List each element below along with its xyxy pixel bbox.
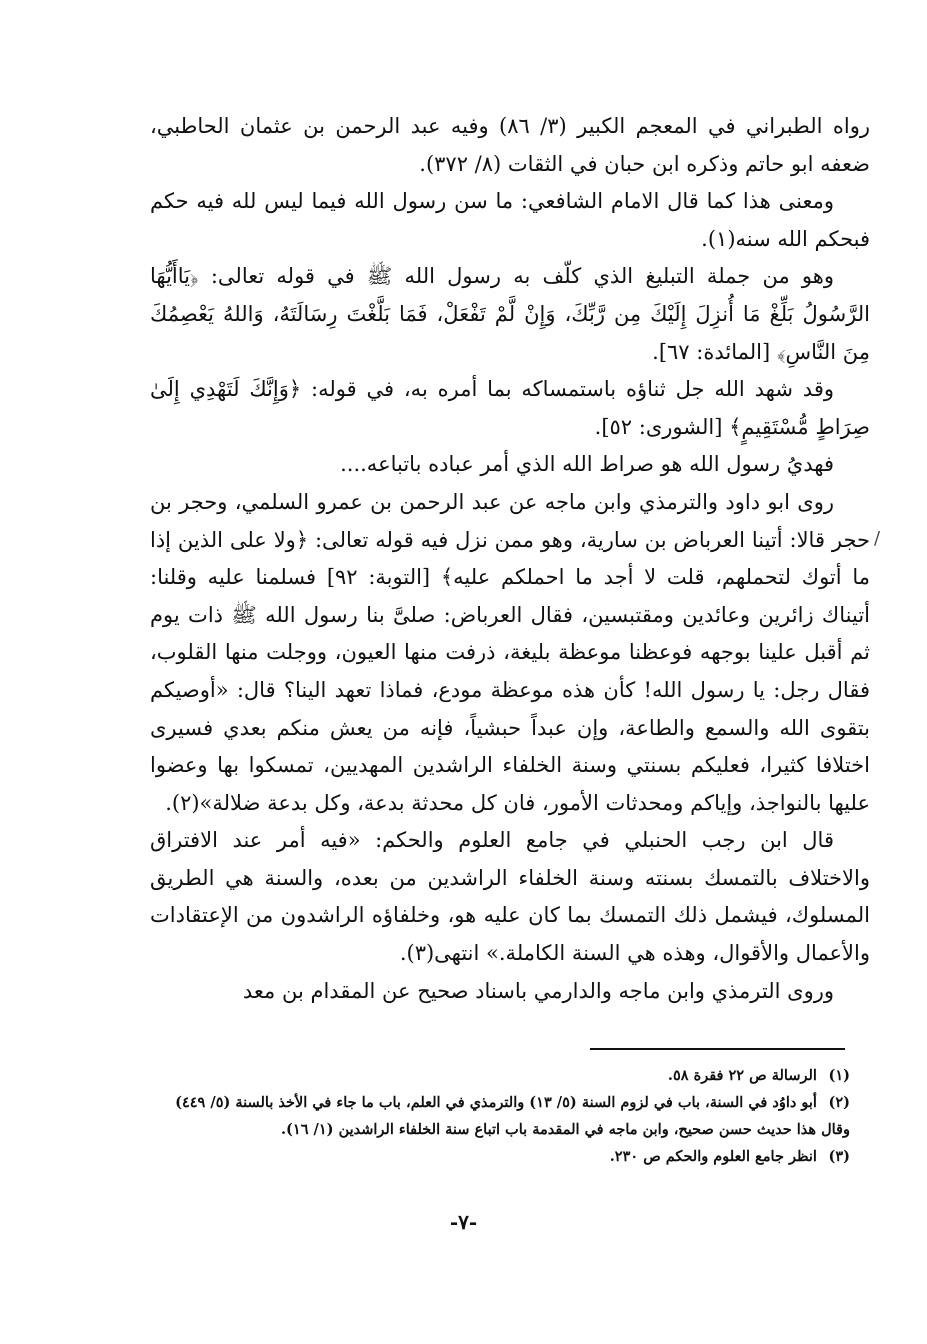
footnote-number: (٣): [828, 1148, 850, 1165]
footnote-3: [150, 1143, 850, 1170]
paragraph-2: ومعنى هذا كما قال الامام الشافعي: ما سن رسول الله فيما ليس لله فيه حكم فبحكم الله سنه(١).: [150, 189, 870, 251]
paragraph-7: قال ابن رجب الحنبلي في جامع العلوم والحكم: «فيه أمر عند الافتراق والاختلاف بالتمسك بسنته وسنة الخلفاء الراشدين من بعده، والسنة هي الطريق المسلوك، فيشمل ذلك التمسك بما كان عليه هو، وخلفاؤه الراشدون من الإعتقادات والأعمال والأقوال، وهذه هي السنة الكاملة.» انتهى(٣).: [150, 828, 870, 966]
paragraph-5: فهديُ رسول الله هو صراط الله الذي أمر عباده باتباعه....: [340, 452, 834, 477]
paragraph-3: وهو من جملة التبليغ الذي كلّف به رسول الله ﷺ في قوله تعالى: ﴿يَاأَيُّهَا الرَّسُولُ بَلِّغْ مَا أُنزِلَ إِلَيْكَ مِن رَّبِّكَ، وَإِنْ لَّمْ تَفْعَلْ، فَمَا بَلَّغْتَ رِسَالَتَهُ، وَاللهُ يَعْصِمُكَ مِنَ النَّاسِ﴾ [المائدة: ٦٧].: [150, 264, 870, 364]
paragraph-8: وروى الترمذي وابن ماجه والدارمي باسناد صحيح عن المقدام بن معد: [242, 978, 834, 1003]
footnote-2: [150, 1089, 850, 1116]
paragraph-4: وقد شهد الله جل ثناؤه باستمساكه بما أمره به، في قوله: ﴿وَإِنَّكَ لَتَهْدِي إِلَىٰ صِرَاطٍ مُّسْتَقِيمٍ﴾ [الشورى: ٥٢].: [150, 377, 870, 439]
main-text: [150, 108, 870, 1010]
footnote-divider: [590, 1048, 845, 1050]
footnote-number: (٢): [828, 1094, 850, 1111]
margin-mark: /: [874, 528, 881, 549]
footnote-2-continuation: وقال هذا حديث حسن صحيح، وابن ماجه في المقدمة باب اتباع سنة الخلفاء الراشدين (١/ ١٦).: [281, 1121, 850, 1138]
footnote-text: أبو داوُد في السنة، باب في لزوم السنة (٥/ ١٣) والترمذي في العلم، باب ما جاء في الأخذ بالسنة (٥/ ٤٤٩): [175, 1094, 817, 1111]
paragraph-6: روى ابو داود والترمذي وابن ماجه عن عبد الرحمن بن عمرو السلمي، وحجر بن حجر قالا: أتينا العرباض بن سارية، وهو ممن نزل فيه قوله تعالى: ﴿ولا على الذين إذا ما أتوك لتحملهم، قلت لا أجد ما احملكم عليه﴾ [التوبة: ٩٢] فسلمنا عليه وقلنا: أتيناك زائرين وعائدين ومقتبسين، فقال العرباض: صلىَّ بنا رسول الله ﷺ ذات يوم ثم أقبل علينا بوجهه فوعظنا موعظة بليغة، ذرفت منها العيون، ووجلت منها القلوب، فقال رجل: يا رسول الله! كأن هذه موعظة مودع، فماذا تعهد الينا؟ قال: «أوصيكم بتقوى الله والسمع والطاعة، وإن عبداً حبشياً، فإنه من يعش منكم بعدي فسيرى اختلافا كثيرا، فعليكم بسنتي وسنة الخلفاء الراشدين المهديين، تمسكوا بها وعضوا عليها بالنواجذ، وإياكم ومحدثات الأمور، فان كل محدثة بدعة، وكل بدعة ضلالة»(٢).: [150, 489, 870, 815]
paragraph-1: رواه الطبراني في المعجم الكبير (٣/ ٨٦) وفيه عبد الرحمن بن عثمان الحاطبي، ضعفه ابو حاتم وذكره ابن حبان في الثقات (٨/ ٣٧٢).: [150, 114, 870, 176]
footnote-number: (١): [828, 1067, 850, 1084]
footnote-text: الرسالة ص ٢٢ فقرة ٥٨.: [667, 1067, 817, 1084]
footnote-text: انظر جامع العلوم والحكم ص ٢٣٠.: [609, 1148, 817, 1165]
footnotes: [150, 1062, 850, 1170]
footnote-1: [150, 1062, 850, 1089]
page-number: -٧-: [449, 1210, 478, 1234]
